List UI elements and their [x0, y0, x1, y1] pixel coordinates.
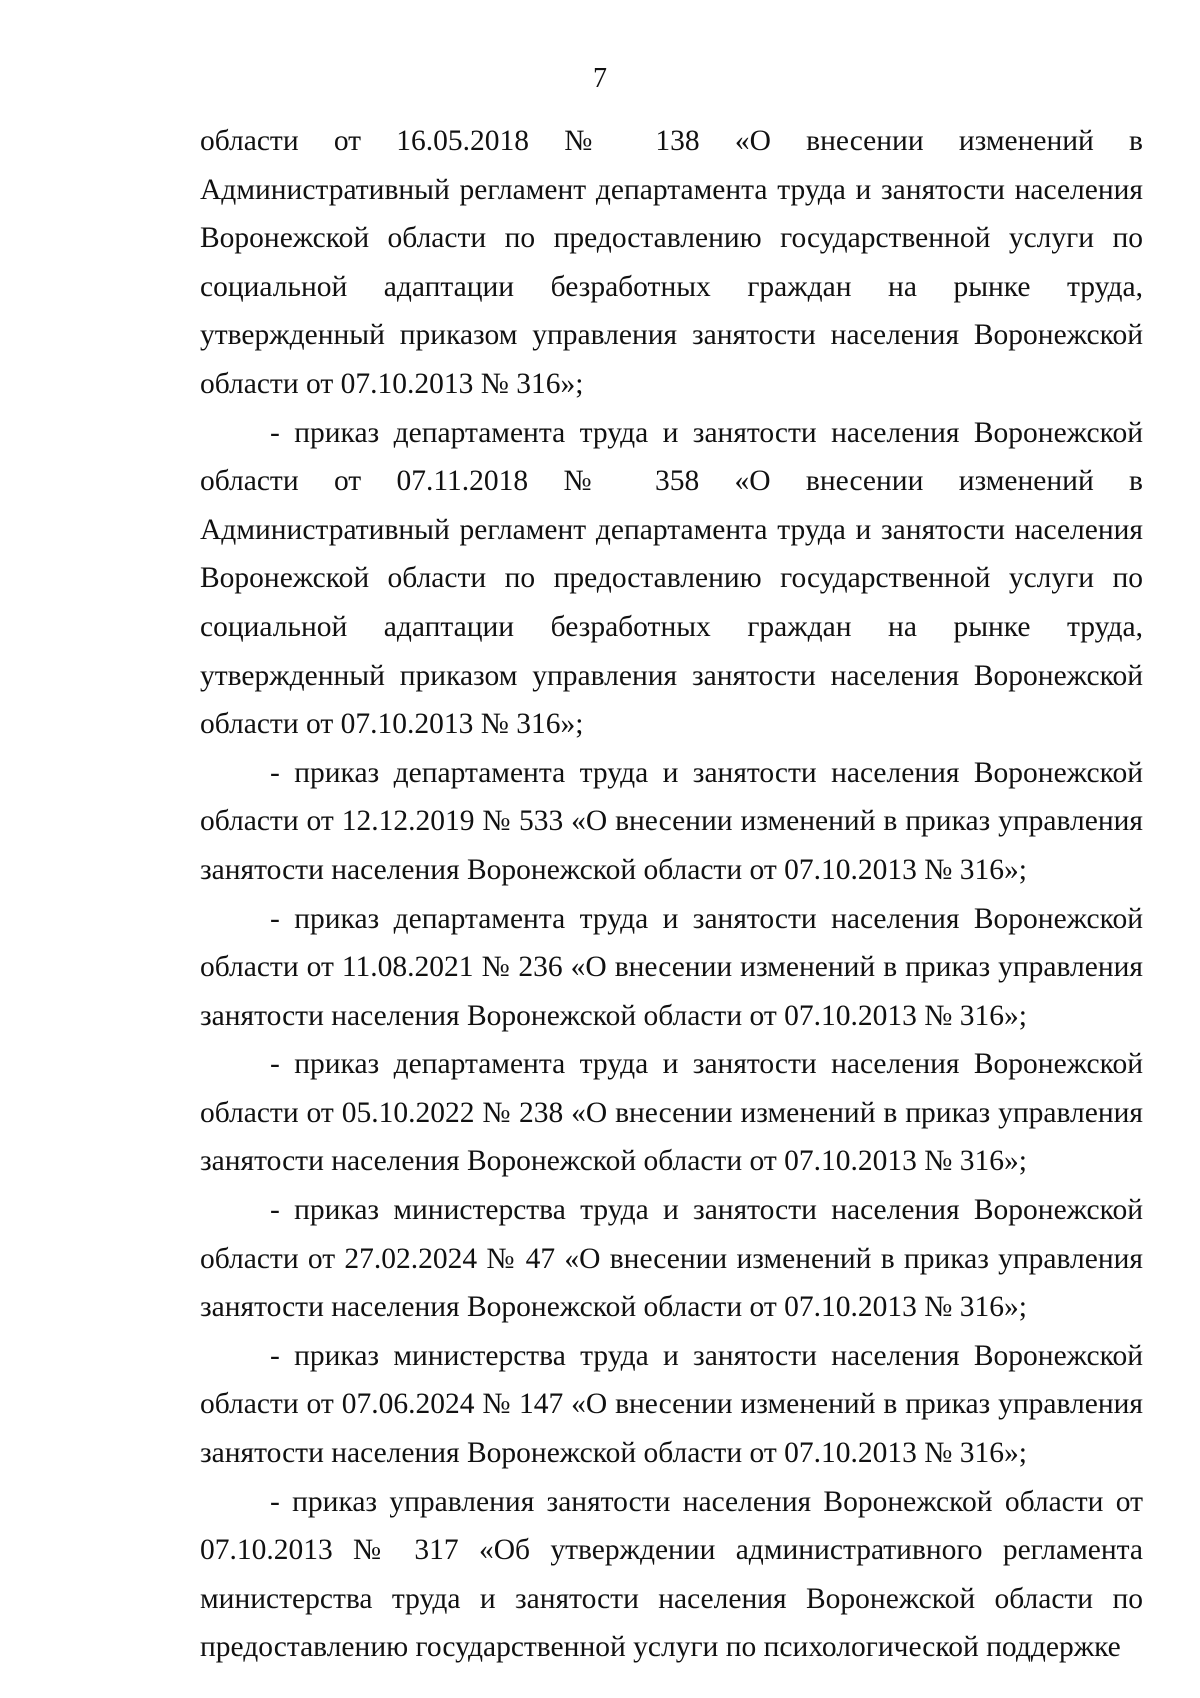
list-item: - приказ департамента труда и занятости населения Воронежской области от 12.12.2019 № 533 «О внесении изменений в приказ управления занятости населения Воронежской области от 07.10.2013 № 316»; — [200, 756, 1143, 886]
list-item: - приказ министерства труда и занятости населения Воронежской области от 27.02.2024 № 47 «О внесении изменений в приказ управления занятости населения Воронежской области от 07.10.2013 № 316»; — [200, 1194, 1143, 1324]
list-item: - приказ департамента труда и занятости населения Воронежской области от 11.08.2021 № 236 «О внесении изменений в приказ управления занятости населения Воронежской области от 07.10.2013 № 316»; — [200, 902, 1143, 1032]
paragraph-continuation: области от 16.05.2018 № 138 «О внесении изменений в Административный регламент департамента труда и занятости населения Воронежской области по предоставлению государственной услуги по социальной адаптации безработных граждан на рынке труда, утвержденный приказом управления занятости населения Воронежской области от 07.10.2013 № 316»; — [200, 125, 1143, 400]
list-item: - приказ департамента труда и занятости населения Воронежской области от 05.10.2022 № 238 «О внесении изменений в приказ управления занятости населения Воронежской области от 07.10.2013 № 316»; — [200, 1048, 1143, 1178]
list-item: - приказ управления занятости населения Воронежской области от 07.10.2013 № 317 «Об утверждении административного регламента министерства труда и занятости населения Воронежской области по предоставлению государственной услуги по психологической поддержке — [200, 1485, 1143, 1664]
page-number: 7 — [593, 63, 607, 94]
list-item: - приказ министерства труда и занятости населения Воронежской области от 07.06.2024 № 147 «О внесении изменений в приказ управления занятости населения Воронежской области от 07.10.2013 № 316»; — [200, 1339, 1143, 1470]
document-body — [200, 117, 1143, 1672]
list-item: - приказ департамента труда и занятости населения Воронежской области от 07.11.2018 № 358 «О внесении изменений в Административный регламент департамента труда и занятости населения Воронежской области по предоставлению государственной услуги по социальной адаптации безработных граждан на рынке труда, утвержденный приказом управления занятости населения Воронежской области от 07.10.2013 № 316»; — [200, 416, 1143, 741]
